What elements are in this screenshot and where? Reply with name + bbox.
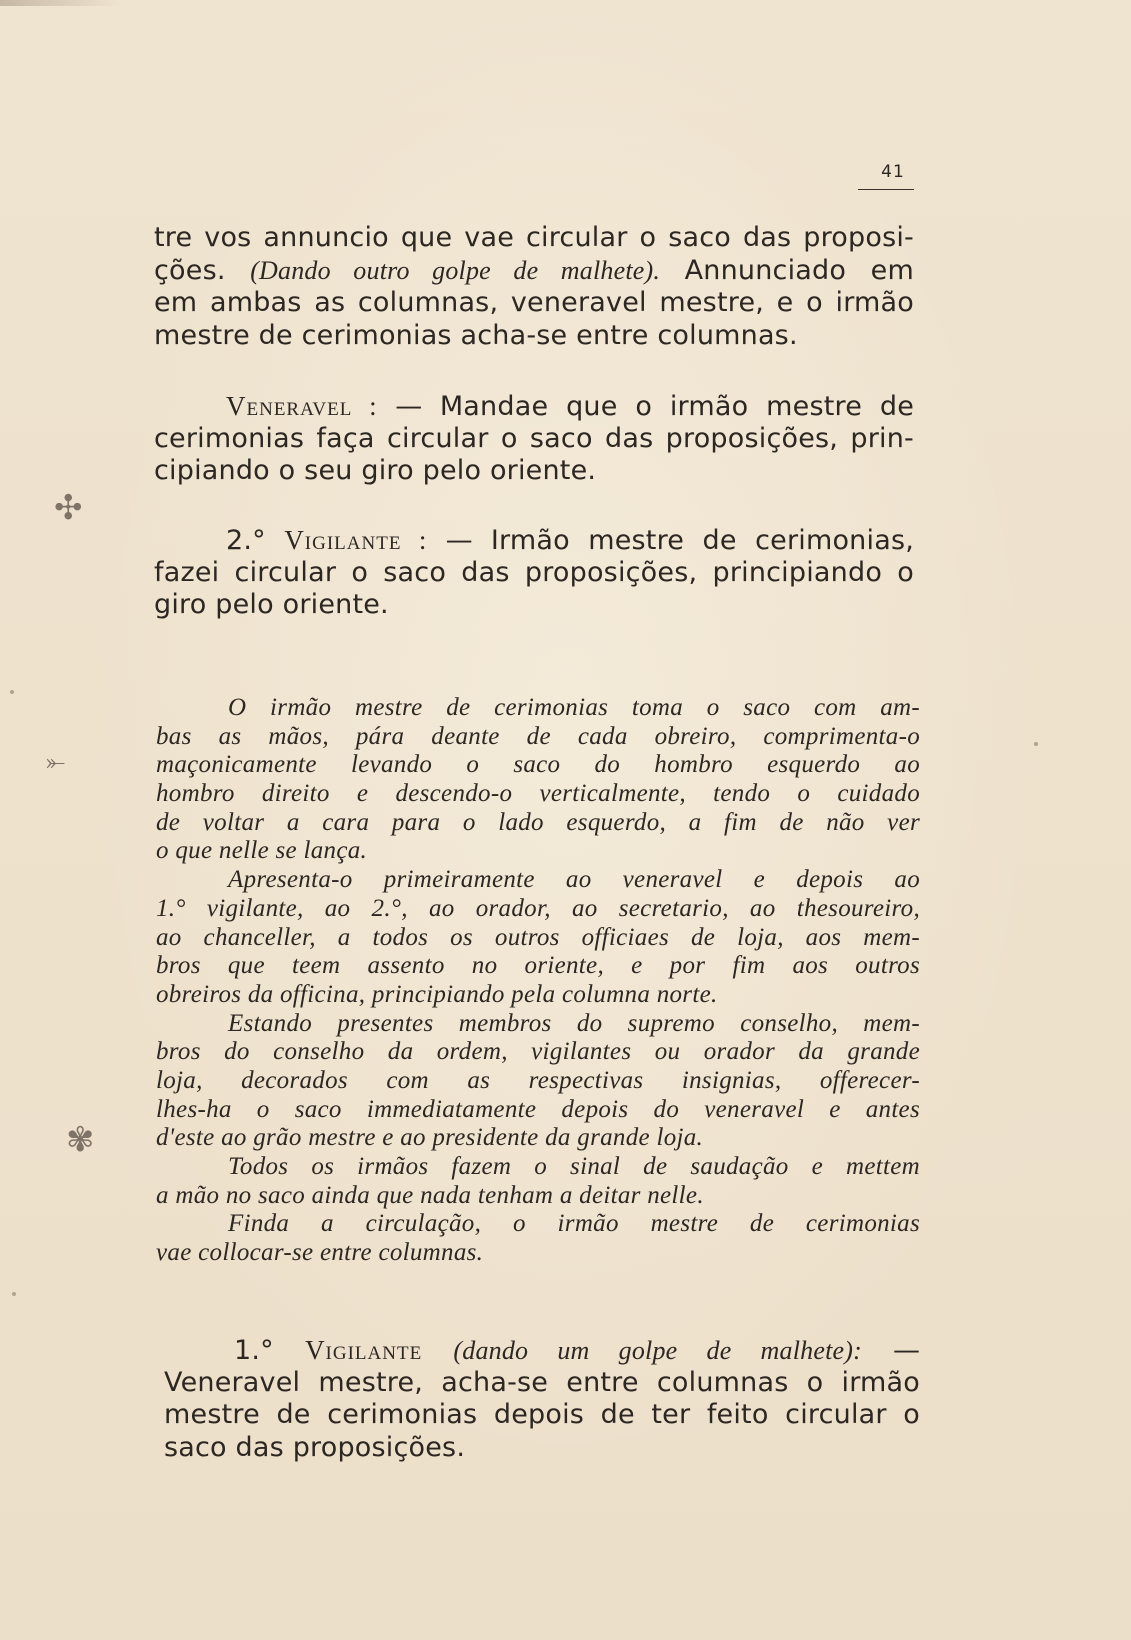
paper-speck — [12, 1292, 16, 1296]
instruction-line: bas as mãos, pára deante de cada obreiro, comprimenta-o — [156, 722, 920, 750]
paragraph-segundo-vigilante-line-1 — [154, 524, 914, 557]
paragraph-veneravel — [154, 390, 914, 488]
dash: — — [861, 1335, 920, 1366]
paragraph-primeiro-vigilante-stage-direction: (dando um golpe de malhete): — [453, 1336, 862, 1365]
speaker-vigilante: Vigilante : — [284, 525, 428, 555]
paragraph-1-line-2-start: ções. — [154, 254, 251, 286]
ritual-instructions — [156, 694, 920, 1268]
instruction-line: Apresenta-o primeiramente ao veneravel e depois ao — [228, 866, 920, 894]
instruction-line: a mão no saco ainda que nada tenham a deitar nelle. — [156, 1181, 704, 1209]
paper-speck — [10, 690, 14, 694]
dash: — — [427, 525, 491, 556]
paragraph-1 — [154, 222, 914, 352]
paragraph-veneravel-line-1 — [154, 390, 914, 423]
instruction-line: maçonicamente levando o saco do hombro esquerdo ao — [156, 751, 920, 779]
page-edge-shadow — [0, 0, 120, 6]
instruction-line: bros do conselho da ordem, vigilantes ou orador da grande — [156, 1038, 920, 1066]
paper-speck — [1034, 742, 1038, 746]
instruction-line: hombro direito e descendo-o verticalmente, tendo o cuidado — [156, 780, 920, 808]
paragraph-veneravel-line-2: cerimonias faça circular o saco das proposições, prin- — [154, 422, 914, 454]
instruction-line: d'este ao grão mestre e ao presidente da grande loja. — [156, 1124, 704, 1152]
instruction-line: 1.° vigilante, ao 2.°, ao orador, ao secretario, ao thesoureiro, — [156, 894, 920, 922]
speaker-veneravel: Veneravel : — [226, 391, 378, 421]
paragraph-segundo-vigilante-line-2: fazei circular o saco das proposições, principiando o — [154, 556, 914, 588]
instruction-line: vae collocar-se entre columnas. — [156, 1239, 484, 1267]
paragraph-primeiro-vigilante-line-3: mestre de cerimonias depois de ter feito circular o — [164, 1399, 920, 1430]
speaker-vigilante: Vigilante — [305, 1335, 423, 1365]
paragraph-1-line-4: mestre de cerimonias acha-se entre columnas. — [154, 319, 798, 351]
page-number-rule — [858, 189, 914, 190]
paragraph-1-line-3: em ambas as columnas, veneravel mestre, e o irmão — [154, 287, 914, 318]
dash: — — [377, 391, 440, 422]
instruction-line: bros que teem assento no oriente, e por fim aos outros — [156, 952, 920, 980]
instruction-line: O irmão mestre de cerimonias toma o saco com am- — [228, 694, 920, 721]
instruction-line: Finda a circulação, o irmão mestre de cerimonias — [228, 1210, 920, 1238]
margin-ornament-icon: ✣ — [54, 488, 83, 528]
paragraph-primeiro-vigilante-line-4: saco das proposições. — [164, 1431, 466, 1463]
paragraph-primeiro-vigilante-line-1 — [164, 1334, 920, 1367]
margin-ornament-icon: ✾ — [66, 1120, 95, 1160]
paragraph-1-stage-direction: (Dando outro golpe de malhete). — [250, 255, 661, 285]
paragraph-primeiro-vigilante — [164, 1334, 920, 1464]
paragraph-1-line-2 — [154, 255, 914, 288]
paragraph-primeiro-vigilante-line-2: Veneravel mestre, acha-se entre columnas o irmão — [164, 1366, 920, 1398]
paragraph-1-line-1: tre vos annuncio que vae circular o saco das proposi- — [154, 222, 914, 253]
margin-ornament-icon: ⤜ — [46, 748, 66, 776]
paragraph-1-line-2-end: Annunciado em — [660, 254, 914, 286]
instruction-line: o que nelle se lança. — [156, 837, 368, 865]
instruction-line: Todos os irmãos fazem o sinal de saudação e mettem — [228, 1153, 920, 1180]
instruction-line: loja, decorados com as respectivas insignias, offerecer- — [156, 1066, 920, 1094]
instruction-line: ao chanceller, a todos os outros officiaes de loja, aos mem- — [156, 923, 920, 951]
paragraph-veneravel-line-1-text: Mandae que o irmão mestre de — [439, 391, 914, 422]
ordinal: 1.° — [234, 1335, 274, 1366]
ordinal: 2.° — [226, 525, 266, 556]
paragraph-veneravel-line-3: cipiando o seu giro pelo oriente. — [154, 455, 597, 486]
paragraph-segundo-vigilante — [154, 524, 914, 622]
paragraph-segundo-vigilante-line-1-text: Irmão mestre de cerimonias, — [490, 525, 914, 556]
instruction-line: obreiros da officina, principiando pela columna norte. — [156, 980, 718, 1008]
paragraph-segundo-vigilante-line-3: giro pelo oriente. — [154, 589, 389, 620]
instruction-line: de voltar a cara para o lado esquerdo, a fim de não ver — [156, 808, 920, 836]
instruction-line: Estando presentes membros do supremo conselho, mem- — [228, 1009, 920, 1037]
instruction-line: lhes-ha o saco immediatamente depois do veneravel e antes — [156, 1095, 920, 1123]
page-number: 41 — [881, 162, 905, 182]
